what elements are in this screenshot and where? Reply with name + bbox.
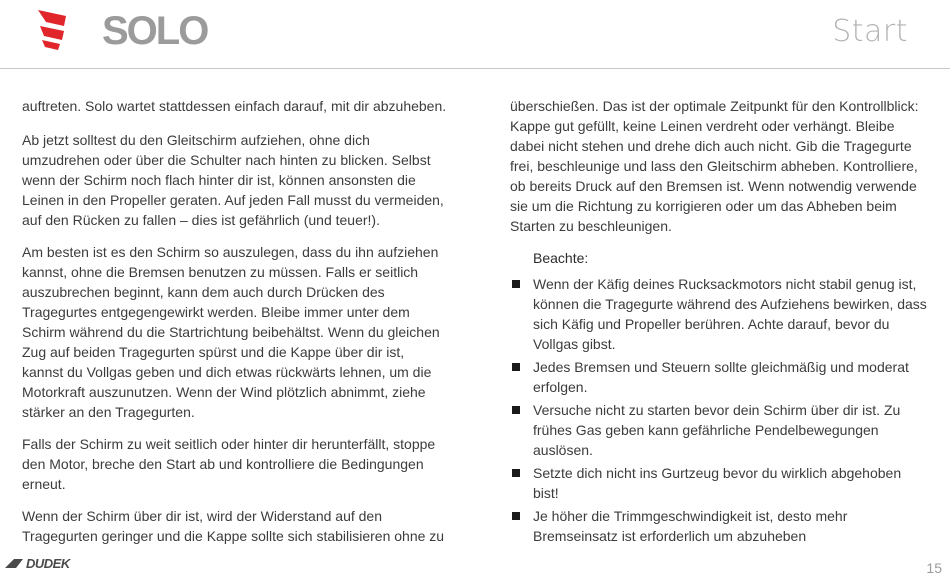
paragraph: überschießen. Das ist der optimale Zeitpunkt für den Kontrollblick: Kappe gut gefüllt, keine Leinen verdreht oder verhängt. Bleibe dabei nicht stehen und drehe dich auch nicht. Gib die Tragegurte frei, beschleunige und lass den Gleitschirm abheben. Kontrolliere, ob bereits Druck auf den Bremsen ist. Wenn notwendig verwende sie um die Richtung zu korrigieren oder um das Abheben beim Starten zu beschleunigen. <box>510 98 919 234</box>
list-item-text: Versuche nicht zu starten bevor dein Schirm über dir ist. Zu frühes Gas geben kann gefährliche Pendelbewegungen auslösen. <box>533 402 901 458</box>
paragraph: auftreten. Solo wartet stattdessen einfach darauf, mit dir abzuheben. <box>22 98 447 114</box>
square-bullet-icon <box>512 406 520 414</box>
list-item-text: Wenn der Käfig deines Rucksackmotors nicht stabil genug ist, können die Tragegurte während des Aufziehens bewirken, dass sich Käfig und Propeller berühren. Achte darauf, bevor du Vollgas gibst. <box>533 276 927 352</box>
solo-logo-emblem-icon <box>36 6 70 52</box>
list-item-text: Jedes Bremsen und Steuern sollte gleichmäßig und moderat erfolgen. <box>533 359 909 395</box>
square-bullet-icon <box>512 363 520 371</box>
paragraph: Wenn der Schirm über dir ist, wird der Widerstand auf den Tragegurten geringer und die Kappe sollte sich stabilisieren ohne zu <box>22 508 445 544</box>
list-item <box>510 400 930 460</box>
square-bullet-icon <box>512 512 520 520</box>
paragraph: Falls der Schirm zu weit seitlich oder hinter dir herunterfällt, stoppe den Motor, breche den Start ab und kontrolliere die Bedingungen erneut. <box>22 436 436 492</box>
paragraph: Ab jetzt solltest du den Gleitschirm aufziehen, ohne dich umzudrehen oder über die Schulter nach hinten zu blicken. Selbst wenn der Schirm noch flach hinter dir ist, können ansonsten die Leinen in den Propeller geraten. Auf jeden Fall musst du vermeiden, auf den Rücken zu fallen – dies ist gefährlich (und teuer!). <box>22 132 444 228</box>
note-list <box>510 274 930 546</box>
list-item <box>510 506 930 546</box>
right-column <box>510 96 930 549</box>
square-bullet-icon <box>512 469 520 477</box>
paragraph: Am besten ist es den Schirm so auszulegen, dass du ihn aufziehen kannst, ohne die Bremsen benutzen zu müssen. Falls er seitlich auszubrechen beginnt, kann dem auch durch Drücken des Tragegurtes entgegengewirkt werden. Bleibe immer unter dem Schirm während du die Startrichtung beibehältst. Wenn du gleichen Zug auf beiden Tragegurten spürst und die Kappe über dir ist, kannst du Vollgas geben und dich etwas rückwärts lehnen, um die Motorkraft auszunutzen. Wenn der Wind plötzlich abnimmt, ziehe stärker an den Tragegurten. <box>22 244 440 420</box>
left-column <box>22 96 448 558</box>
footer-logo-text: DUDEK <box>26 556 70 571</box>
page-number: 15 <box>926 560 942 576</box>
list-item <box>510 357 930 397</box>
list-item <box>510 463 930 503</box>
list-item-text: Setzte dich nicht ins Gurtzeug bevor du wirklich abgehoben bist! <box>533 465 902 501</box>
page-title: Start <box>832 14 908 49</box>
header-divider <box>0 68 950 69</box>
list-item-text: Je höher die Trimmgeschwindigkeit ist, desto mehr Bremseinsatz ist erforderlich um abzuheben <box>533 508 848 544</box>
logo-text: SOLO <box>102 9 208 53</box>
dudek-logo-wing-icon <box>4 556 24 572</box>
square-bullet-icon <box>512 280 520 288</box>
note-heading: Beachte: <box>533 250 589 266</box>
list-item <box>510 274 930 354</box>
